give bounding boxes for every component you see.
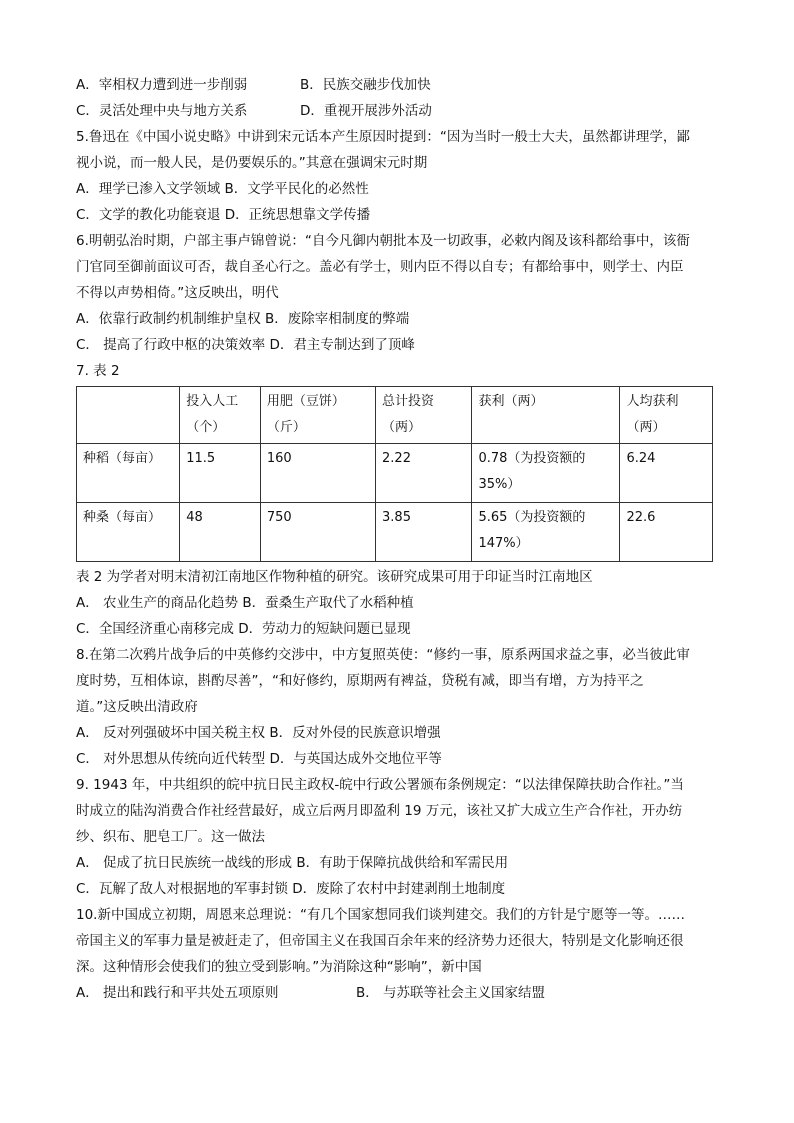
table-header-cell: 总计投资（两） <box>376 387 472 444</box>
table-cell: 11.5 <box>180 444 261 503</box>
q9-stem-line: 9. 1943 年，中共组织的皖中抗日民主政权-皖中行政公署颁布条例规定：“以法律保障扶助合作社。”当 <box>76 777 684 793</box>
table-header-cell: 获利（两） <box>472 387 620 444</box>
q8-stem-line: 度时势，互相体谅，斟酌尽善”，“和好修约，原期两有裨益，贷税有减，即当有增，方为持平之 <box>76 673 644 689</box>
table-header-cell <box>77 387 180 444</box>
table-cell: 2.22 <box>376 444 472 503</box>
q7-option-line: C．全国经济重心南移完成 D．劳动力的短缺问题已显现 <box>76 621 411 637</box>
q4-options-row2 <box>76 98 716 124</box>
q5-stem-line: 5.鲁迅在《中国小说史略》中讲到宋元话本产生原因时提到：“因为当时一般士大夫，虽然都讲理学，鄙 <box>76 129 690 145</box>
exam-page <box>76 72 716 1006</box>
table-header-cell: 人均获利（两） <box>620 387 713 444</box>
q5-option-line: C．文学的教化功能衰退 D．正统思想靠文学传播 <box>76 207 371 223</box>
q8-stem-line: 8.在第二次鸦片战争后的中英修约交涉中，中方复照英使：“修约一事，原系两国求益之事，必当彼此审 <box>76 647 690 663</box>
table-header-row <box>77 387 713 444</box>
q6-option-line: A．依靠行政制约机制维护皇权 B．废除宰相制度的弊端 <box>76 311 410 327</box>
q8-stem-line: 道。”这反映出清政府 <box>76 699 198 715</box>
q9-stem-line: 纱、织布、肥皂工厂。这一做法 <box>76 829 265 845</box>
q8-option-line: A． 反对列强破坏中国关税主权 B．反对外侵的民族意识增强 <box>76 725 441 741</box>
crop-table <box>76 386 713 562</box>
table-header-cell: 用肥（豆饼）（斤） <box>260 387 375 444</box>
q10-option-b: B． 与苏联等社会主义国家结盟 <box>356 985 546 1001</box>
q10-options-row <box>76 980 716 1006</box>
q10-option-a: A． 提出和践行和平共处五项原则 <box>76 985 279 1001</box>
q7-label: 7. 表 2 <box>76 363 120 379</box>
q7-option-line: A． 农业生产的商品化趋势 B．蚕桑生产取代了水稻种植 <box>76 595 414 611</box>
q4-option-c: C．灵活处理中央与地方关系 <box>76 103 248 119</box>
q6-option-line: C． 提高了行政中枢的决策效率 D．君主专制达到了顶峰 <box>76 337 415 353</box>
table-cell: 48 <box>180 503 261 562</box>
q10-stem-line: 深。这种情形会使我们的独立受到影响。”为消除这种“影响”，新中国 <box>76 959 482 975</box>
q9-stem-line: 时成立的陆沟消费合作社经营最好，成立后两月即盈利 19 万元，该社又扩大成立生产合作社，开办纺 <box>76 803 683 819</box>
q4-option-a: A．宰相权力遭到进一步削弱 <box>76 77 248 93</box>
q8-option-line: C． 对外思想从传统向近代转型 D．与英国达成外交地位平等 <box>76 751 442 767</box>
table-row <box>77 444 713 503</box>
table-header-cell: 投入人工（个） <box>180 387 261 444</box>
table-cell: 5.65（为投资额的147%） <box>472 503 620 562</box>
q6-stem-line: 不得以声势相倚。”这反映出，明代 <box>76 285 279 301</box>
table-cell: 3.85 <box>376 503 472 562</box>
q9-option-line: A． 促成了抗日民族统一战线的形成 B．有助于保障抗战供给和军需民用 <box>76 855 509 871</box>
table-cell: 0.78（为投资额的35%） <box>472 444 620 503</box>
table-cell: 160 <box>260 444 375 503</box>
table-cell: 种桑（每亩） <box>77 503 180 562</box>
q4-option-d: D．重视开展涉外活动 <box>300 103 432 119</box>
table-cell: 种稻（每亩） <box>77 444 180 503</box>
q4-option-b: B．民族交融步伐加快 <box>300 77 431 93</box>
q6-stem-line: 门官同至御前面议可否，裁自圣心行之。盖必有学士，则内臣不得以自专；有都给事中，则学士、内臣 <box>76 259 684 275</box>
q5-stem-line: 视小说，而一般人民，是仍要娱乐的。”其意在强调宋元时期 <box>76 155 428 171</box>
q5-option-line: A．理学已渗入文学领域 B．文学平民化的必然性 <box>76 181 369 197</box>
q7-stem-line: 表 2 为学者对明末清初江南地区作物种植的研究。该研究成果可用于印证当时江南地区 <box>76 569 593 585</box>
table-cell: 22.6 <box>620 503 713 562</box>
q10-stem-line: 帝国主义的军事力量是被赶走了，但帝国主义在我国百余年来的经济势力还很大，特别是文化影响还很 <box>76 933 684 949</box>
q10-stem-line: 10.新中国成立初期，周恩来总理说：“有几个国家想同我们谈判建交。我们的方针是宁愿等一等。…… <box>76 907 685 923</box>
q9-option-line: C．瓦解了敌人对根据地的军事封锁 D．废除了农村中封建剥削土地制度 <box>76 881 506 897</box>
q6-stem-line: 6.明朝弘治时期，户部主事卢锦曾说：“自今凡御内朝批本及一切政事，必敕内阁及该科都给事中，该衙 <box>76 233 690 249</box>
table-cell: 750 <box>260 503 375 562</box>
table-row <box>77 503 713 562</box>
q4-options-row1 <box>76 72 716 98</box>
table-cell: 6.24 <box>620 444 713 503</box>
